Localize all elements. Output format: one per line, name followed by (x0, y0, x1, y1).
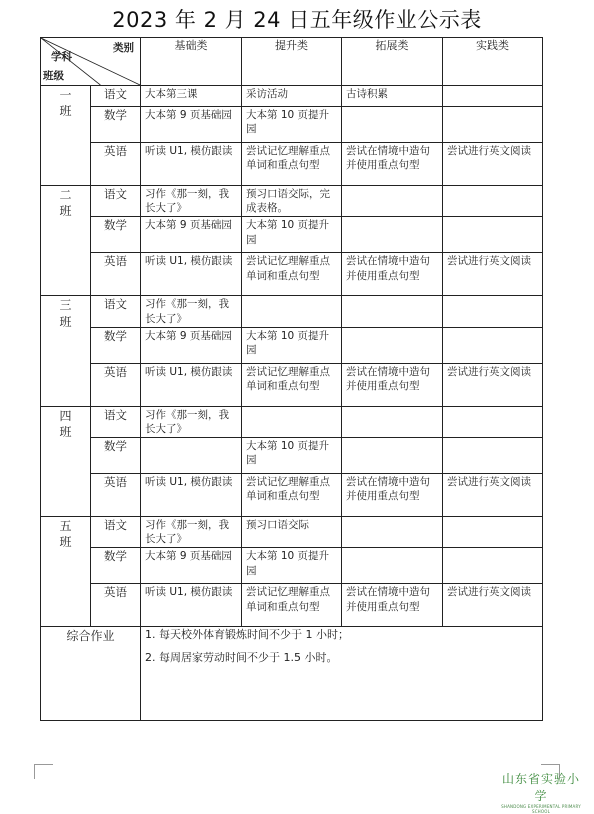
homework-cell (443, 296, 543, 327)
homework-cell: 大本第 9 页基础园 (141, 327, 242, 363)
table-row (41, 438, 543, 474)
homework-cell: 尝试在情境中造句并使用重点句型 (342, 474, 443, 517)
homework-table (40, 37, 543, 721)
subject-label: 语文 (91, 86, 141, 107)
homework-cell (342, 517, 443, 548)
class-label (41, 296, 91, 406)
homework-cell: 尝试在情境中造句并使用重点句型 (342, 584, 443, 627)
school-logo-english: SHANDONG EXPERIMENTAL PRIMARY SCHOOL (501, 804, 581, 814)
comprehensive-item: 1. 每天校外体育锻炼时间不少于 1 小时； (145, 628, 349, 642)
table-row (41, 186, 543, 217)
homework-cell (342, 186, 443, 217)
homework-cell: 大本第 9 页基础园 (141, 548, 242, 584)
corner-class-label: 班级 (43, 69, 64, 82)
class-label-char: 班 (59, 314, 72, 329)
homework-cell: 尝试在情境中造句并使用重点句型 (342, 253, 443, 296)
subject-label: 数学 (91, 217, 141, 253)
homework-cell: 采访活动 (242, 86, 342, 107)
table-body (41, 86, 543, 627)
class-label (41, 406, 91, 516)
homework-cell (342, 327, 443, 363)
homework-cell: 习作《那一刻，我长大了》 (141, 406, 242, 437)
homework-cell: 尝试在情境中造句并使用重点句型 (342, 143, 443, 186)
class-label-char: 班 (59, 424, 72, 439)
table-row (41, 517, 543, 548)
column-header: 拓展类 (342, 38, 443, 86)
homework-cell: 尝试记忆理解重点单词和重点句型 (242, 143, 342, 186)
homework-cell (443, 406, 543, 437)
table-row (41, 363, 543, 406)
subject-label: 语文 (91, 406, 141, 437)
homework-cell: 大本第 10 页提升园 (242, 327, 342, 363)
homework-cell (443, 438, 543, 474)
subject-label: 语文 (91, 296, 141, 327)
homework-cell (443, 86, 543, 107)
homework-cell (141, 438, 242, 474)
column-header: 实践类 (443, 38, 543, 86)
homework-cell (242, 406, 342, 437)
homework-cell (443, 327, 543, 363)
homework-cell: 尝试进行英文阅读 (443, 584, 543, 627)
homework-cell: 听读 U1, 模仿跟读 (141, 584, 242, 627)
class-label (41, 517, 91, 627)
table-row (41, 143, 543, 186)
homework-cell: 大本第三课 (141, 86, 242, 107)
subject-label: 数学 (91, 327, 141, 363)
homework-cell (342, 217, 443, 253)
homework-cell: 尝试记忆理解重点单词和重点句型 (242, 253, 342, 296)
subject-label: 英语 (91, 143, 141, 186)
homework-cell: 大本第 9 页基础园 (141, 107, 242, 143)
table-row (41, 86, 543, 107)
corner-header (41, 38, 141, 86)
homework-cell (342, 438, 443, 474)
homework-cell (342, 548, 443, 584)
homework-cell: 习作《那一刻，我长大了》 (141, 186, 242, 217)
subject-label: 数学 (91, 107, 141, 143)
table-row (41, 548, 543, 584)
subject-label: 语文 (91, 517, 141, 548)
subject-label: 英语 (91, 474, 141, 517)
page-title: 2023 年 2 月 24 日五年级作业公示表 (112, 8, 482, 32)
homework-cell (443, 186, 543, 217)
homework-cell: 尝试进行英文阅读 (443, 253, 543, 296)
table-row (41, 107, 543, 143)
subject-label: 数学 (91, 438, 141, 474)
homework-cell: 尝试在情境中造句并使用重点句型 (342, 363, 443, 406)
table-row (41, 217, 543, 253)
school-logo-name: 山东省实验小学 (501, 772, 580, 803)
page-corner-mark-left (34, 764, 53, 779)
homework-cell (443, 107, 543, 143)
subject-label: 语文 (91, 186, 141, 217)
homework-cell: 习作《那一刻，我长大了》 (141, 296, 242, 327)
subject-label: 英语 (91, 584, 141, 627)
homework-cell: 尝试记忆理解重点单词和重点句型 (242, 584, 342, 627)
corner-type-label: 类别 (113, 42, 134, 54)
class-label-char: 一 (59, 88, 72, 102)
subject-label: 数学 (91, 548, 141, 584)
column-header: 提升类 (242, 38, 342, 86)
homework-cell: 习作《那一刻，我长大了》 (141, 517, 242, 548)
column-header: 基础类 (141, 38, 242, 86)
homework-cell: 听读 U1, 模仿跟读 (141, 143, 242, 186)
comprehensive-content (141, 627, 543, 721)
homework-cell: 尝试进行英文阅读 (443, 474, 543, 517)
homework-cell (342, 296, 443, 327)
class-label (41, 186, 91, 296)
homework-cell (342, 107, 443, 143)
homework-cell: 听读 U1, 模仿跟读 (141, 363, 242, 406)
homework-cell (443, 548, 543, 584)
table-row (41, 474, 543, 517)
homework-cell: 尝试记忆理解重点单词和重点句型 (242, 363, 342, 406)
homework-cell: 古诗积累 (342, 86, 443, 107)
homework-cell: 尝试记忆理解重点单词和重点句型 (242, 474, 342, 517)
homework-cell: 预习口语交际 (242, 517, 342, 548)
table-row (41, 406, 543, 437)
class-label (41, 86, 91, 186)
homework-cell: 大本第 10 页提升园 (242, 217, 342, 253)
table-row (41, 296, 543, 327)
corner-subject-label: 学科 (51, 51, 72, 63)
class-label-char: 班 (59, 104, 72, 119)
homework-cell: 尝试进行英文阅读 (443, 143, 543, 186)
homework-cell: 大本第 10 页提升园 (242, 107, 342, 143)
homework-cell: 大本第 9 页基础园 (141, 217, 242, 253)
table-row (41, 253, 543, 296)
header-row (41, 38, 543, 86)
homework-cell (242, 296, 342, 327)
homework-cell: 大本第 10 页提升园 (242, 548, 342, 584)
class-label-char: 班 (59, 204, 72, 219)
homework-cell (443, 217, 543, 253)
subject-label: 英语 (91, 253, 141, 296)
subject-label: 英语 (91, 363, 141, 406)
homework-cell: 大本第 10 页提升园 (242, 438, 342, 474)
class-label-char: 班 (59, 535, 72, 550)
school-logo (496, 770, 586, 814)
comprehensive-label: 综合作业 (41, 627, 141, 721)
homework-cell (342, 406, 443, 437)
class-label-char: 五 (59, 519, 72, 534)
class-label-char: 四 (59, 408, 72, 423)
table-row (41, 327, 543, 363)
comprehensive-item: 2. 每周居家劳动时间不少于 1.5 小时。 (145, 651, 338, 665)
homework-cell: 听读 U1, 模仿跟读 (141, 253, 242, 296)
homework-cell: 听读 U1, 模仿跟读 (141, 474, 242, 517)
class-label-char: 二 (59, 188, 72, 202)
table-row (41, 584, 543, 627)
homework-cell: 尝试进行英文阅读 (443, 363, 543, 406)
class-label-char: 三 (59, 298, 72, 313)
homework-cell: 预习口语交际，完成表格。 (242, 186, 342, 217)
comprehensive-row (41, 627, 543, 721)
homework-cell (443, 517, 543, 548)
